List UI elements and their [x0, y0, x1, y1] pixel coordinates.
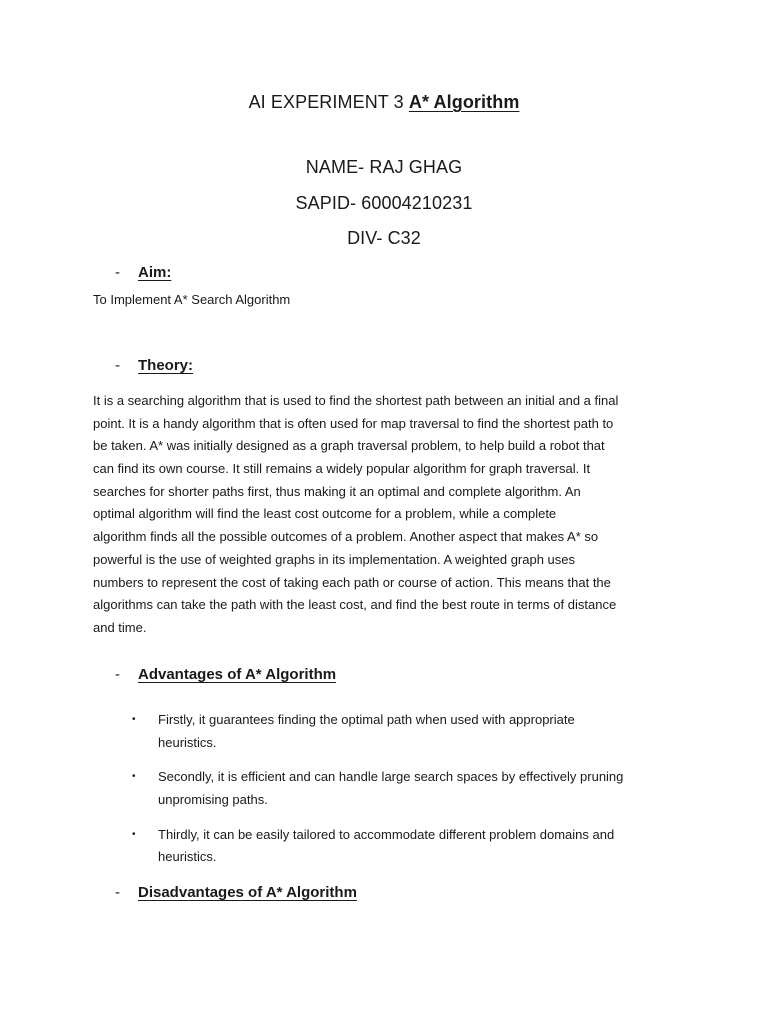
list-item [130, 766, 690, 811]
theory-line: searches for shorter paths first, thus making it an optimal and complete algorithm. An [93, 483, 581, 499]
theory-heading-text: Theory: [138, 357, 194, 374]
list-item-line: unpromising paths. [158, 792, 268, 808]
advantages-list [130, 709, 690, 881]
bullet-icon: • [132, 771, 136, 783]
theory-line: can find its own course. It still remains a widely popular algorithm for graph traversal. It [93, 461, 591, 477]
list-item-line: Secondly, it is efficient and can handle large search spaces by effectively pruning [158, 769, 624, 785]
list-item-line: heuristics. [158, 849, 217, 865]
bullet-icon: • [132, 714, 136, 725]
list-item [130, 709, 690, 754]
theory-heading [115, 357, 193, 374]
list-item-line: heuristics. [158, 734, 217, 750]
document-title [0, 92, 768, 113]
advantages-dash: - [115, 666, 120, 683]
student-sapid: SAPID- 60004210231 [295, 193, 473, 213]
list-item-line: Firstly, it guarantees finding the optimal path when used with appropriate [158, 712, 575, 727]
aim-heading [115, 264, 171, 281]
theory-line: It is a searching algorithm that is used to find the shortest path between an initial and a final [93, 393, 619, 408]
theory-line: and time. [93, 619, 147, 635]
disadvantages-heading [115, 884, 357, 901]
aim-heading-text: Aim: [138, 264, 172, 281]
aim-dash: - [115, 264, 120, 281]
theory-line: algorithms can take the path with the least cost, and find the best route in terms of distance [93, 597, 617, 613]
student-name: NAME- RAJ GHAG [305, 157, 463, 177]
theory-dash: - [115, 357, 120, 374]
bullet-icon: • [132, 828, 136, 840]
theory-line: numbers to represent the cost of taking each path or course of action. This means that the [93, 574, 611, 590]
disadvantages-dash: - [115, 884, 120, 901]
list-item-line: Thirdly, it can be easily tailored to accommodate different problem domains and [158, 826, 615, 842]
disadvantages-heading-text: Disadvantages of A* Algorithm [138, 884, 357, 901]
advantages-heading [115, 666, 336, 683]
theory-line: optimal algorithm will find the least cost outcome for a problem, while a complete [93, 506, 557, 522]
title-underlined: A* Algorithm [408, 92, 520, 112]
student-division: DIV- C32 [347, 228, 421, 248]
advantages-heading-text: Advantages of A* Algorithm [138, 666, 337, 683]
theory-line: algorithm finds all the possible outcomes of a problem. Another aspect that makes A* so [93, 529, 599, 545]
title-prefix: AI EXPERIMENT 3 [248, 92, 404, 112]
list-item [130, 824, 690, 869]
aim-text: To Implement A* Search Algorithm [93, 292, 291, 307]
theory-line: be taken. A* was initially designed as a graph traversal problem, to help build a robot that [93, 438, 605, 454]
theory-paragraph [93, 390, 693, 640]
theory-line: powerful is the use of weighted graphs in its implementation. A weighted graph uses [93, 551, 576, 567]
theory-line: point. It is a handy algorithm that is often used for map traversal to find the shortest path to [93, 415, 614, 431]
